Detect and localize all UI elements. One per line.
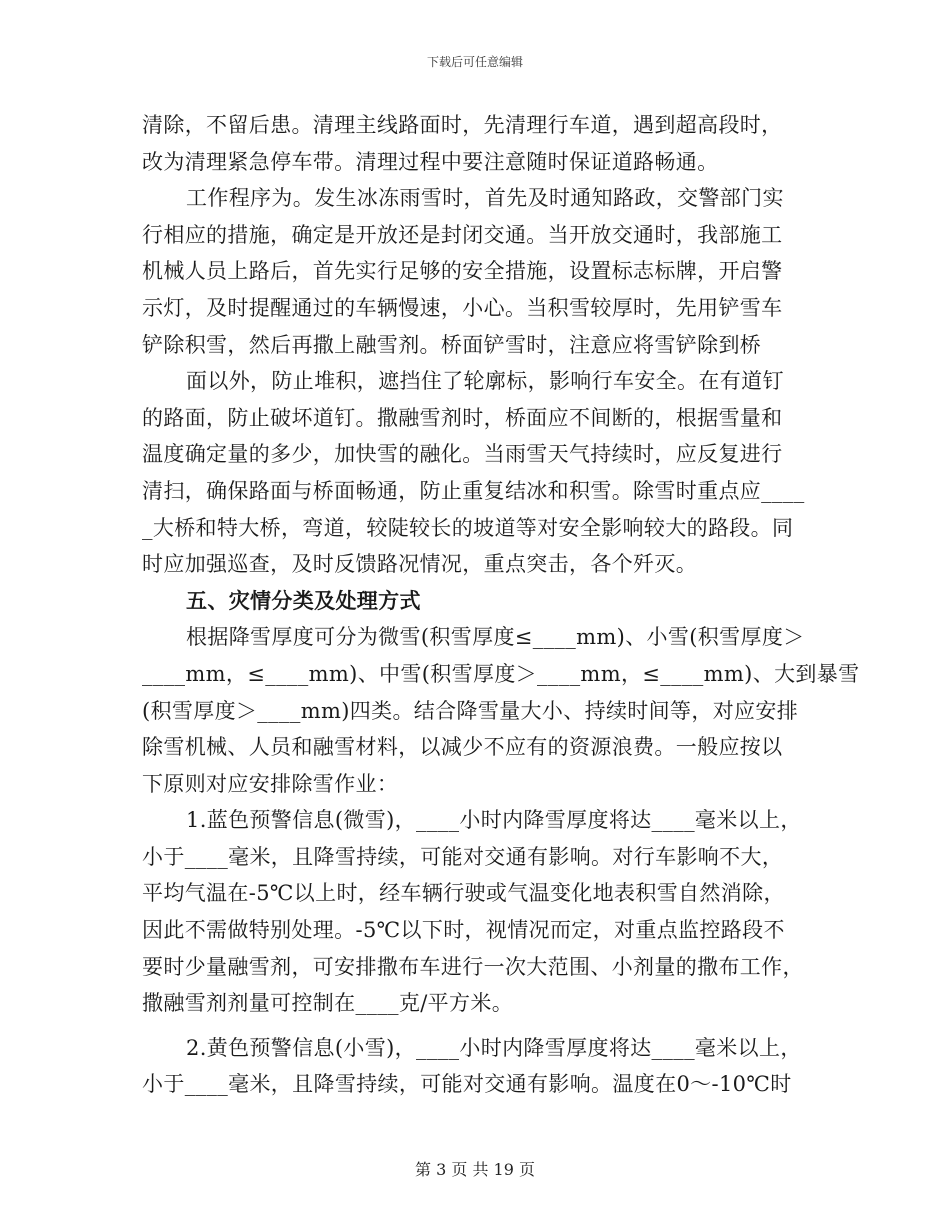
text-line: 温度确定量的多少，加快雪的融化。当雨雪天气持续时，应反复进行 [142, 442, 783, 467]
text-line: 机械人员上路后，首先实行足够的安全措施，设置标志标牌，开启警 [142, 259, 783, 284]
text-line: 改为清理紧急停车带。清理过程中要注意随时保证道路畅通。 [142, 149, 719, 174]
text-line: 铲除积雪，然后再撒上融雪剂。桥面铲雪时，注意应将雪铲除到桥 [142, 332, 762, 357]
text-line: 因此不需做特别处理。-5℃以下时，视情况而定，对重点监控路段不 [142, 918, 785, 943]
text-line: _大桥和特大桥，弯道，较陡较长的坡道等对安全影响较大的路段。同 [142, 515, 794, 540]
text-line: 时应加强巡查，及时反馈路况情况，重点突击，各个歼灭。 [142, 552, 698, 577]
text-line: 的路面，防止破坏道钉。撒融雪剂时，桥面应不间断的，根据雪量和 [142, 405, 783, 430]
text-line: 1.蓝色预警信息(微雪)，____小时内降雪厚度将达____毫米以上， [186, 808, 802, 833]
text-line: 根据降雪厚度可分为微雪(积雪厚度≤____mm)、小雪(积雪厚度＞ [186, 625, 805, 650]
text-line: 平均气温在-5℃以上时，经车辆行驶或气温变化地表积雪自然消除， [142, 881, 785, 906]
document-body [142, 107, 860, 1103]
text-line: 除雪机械、人员和融雪材料，以减少不应有的资源浪费。一般应按以 [142, 735, 783, 760]
text-line: 清除，不留后患。清理主线路面时，先清理行车道，遇到超高段时， [142, 113, 783, 137]
text-line: 清扫，确保路面与桥面畅通，防止重复结冰和积雪。除雪时重点应____ [142, 478, 805, 503]
text-line: 下原则对应安排除雪作业： [142, 771, 399, 796]
text-line: 面以外，防止堆积，遮挡住了轮廓标，影响行车安全。在有道钉 [186, 369, 784, 394]
text-line: (积雪厚度＞____mm)四类。结合降雪量大小、持续时间等，对应安排 [142, 698, 799, 723]
text-line: 小于____毫米，且降雪持续，可能对交通有影响。对行车影响不大， [142, 844, 784, 869]
text-line: 小于____毫米，且降雪持续，可能对交通有影响。温度在0～-10℃时 [142, 1072, 792, 1097]
text-line: 工作程序为。发生冰冻雨雪时，首先及时通知路政，交警部门实 [186, 186, 784, 211]
text-line: 撒融雪剂剂量可控制在____克/平方米。 [142, 991, 514, 1016]
page-header: 下载后可任意编辑 [426, 55, 523, 69]
section-heading: 五、灾情分类及处理方式 [186, 587, 421, 613]
text-line: ____mm，≤____mm)、中雪(积雪厚度＞____mm，≤____mm)、大到暴雪 [142, 661, 860, 686]
text-line: 要时少量融雪剂，可安排撒布车进行一次大范围、小剂量的撒布工作， [142, 954, 804, 979]
text-line: 示灯，及时提醒通过的车辆慢速，小心。当积雪较厚时，先用铲雪车 [142, 295, 783, 320]
text-line: 行相应的措施，确定是开放还是封闭交通。当开放交通时，我部施工 [142, 222, 783, 247]
paragraph-gap [142, 1022, 812, 1030]
page-footer: 第 3 页 共 19 页 [415, 1160, 535, 1179]
text-line: 2.黄色预警信息(小雪)，____小时内降雪厚度将达____毫米以上， [186, 1035, 802, 1060]
